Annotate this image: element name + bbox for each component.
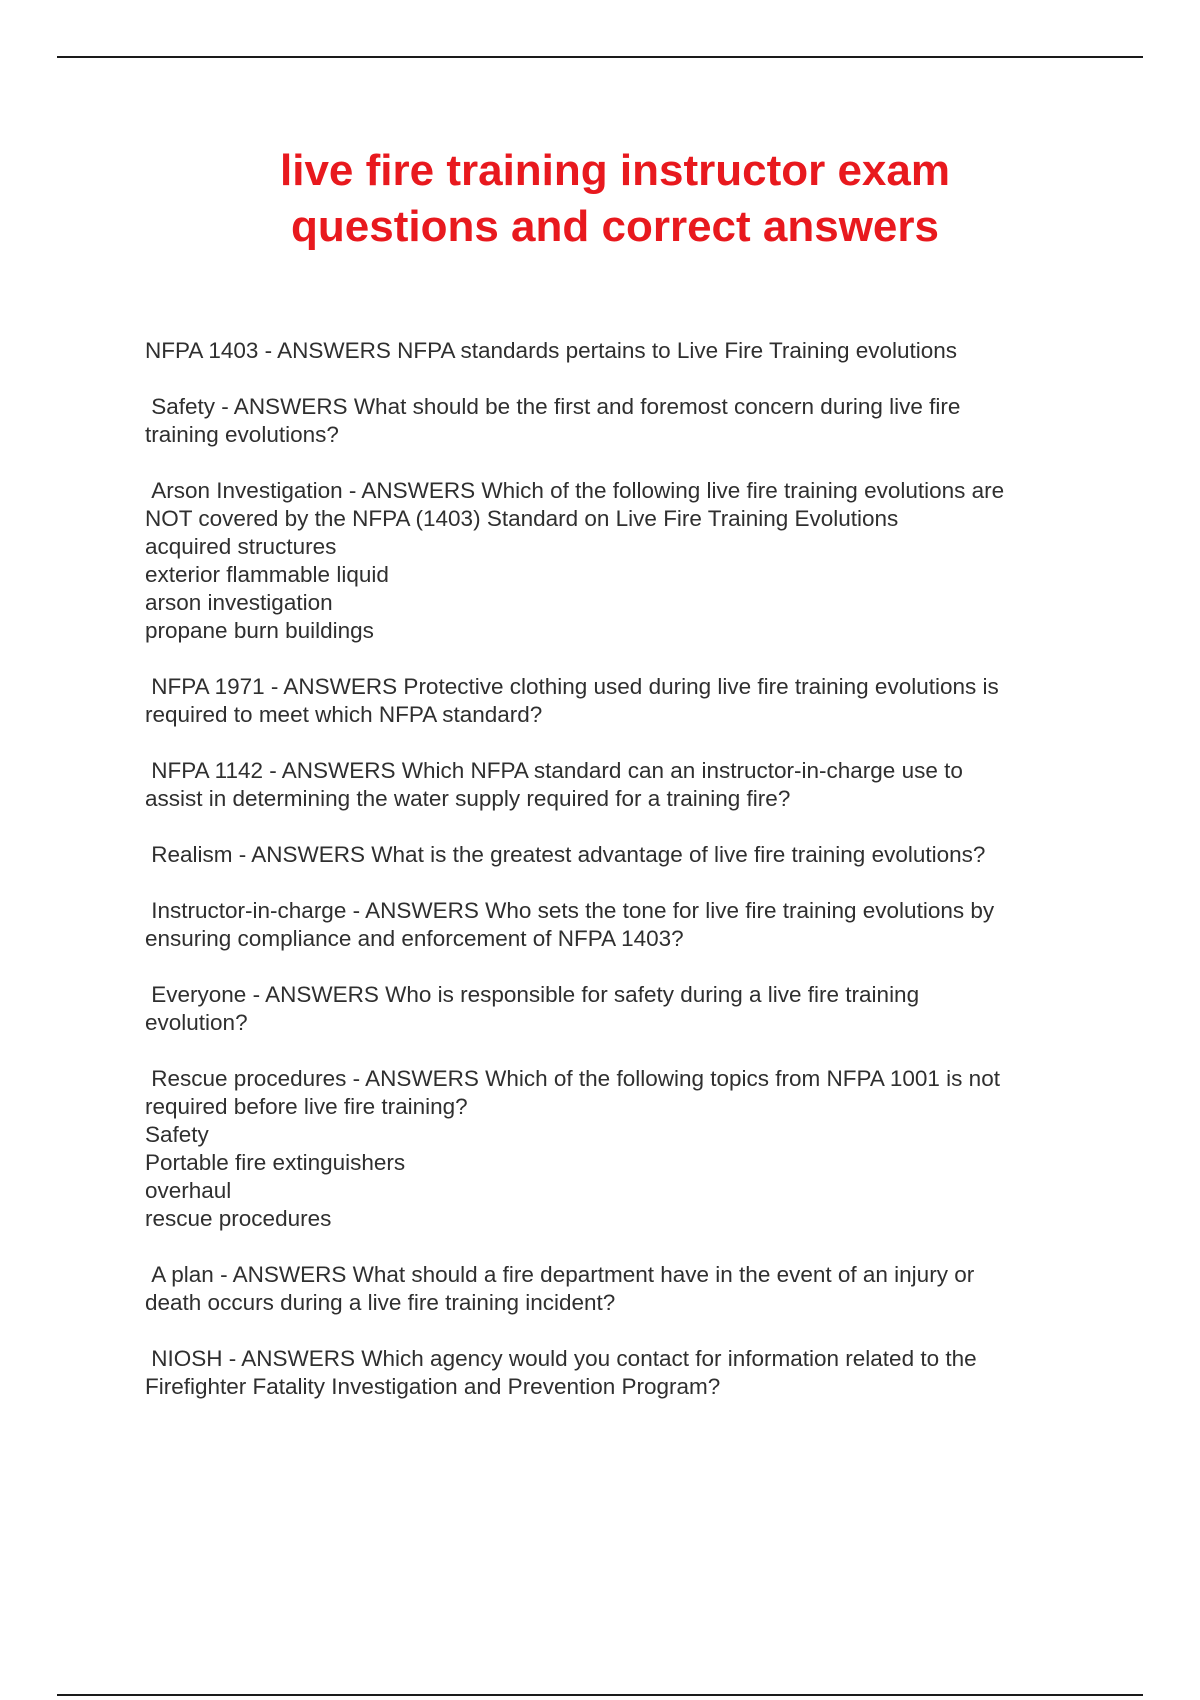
top-divider	[57, 56, 1143, 58]
qa-text-line: overhaul	[145, 1178, 232, 1203]
qa-answer-line: Everyone - ANSWERS Who is responsible for safety during a live fire training	[145, 982, 920, 1007]
qa-text-line: rescue procedures	[145, 1206, 332, 1231]
qa-item	[145, 673, 1090, 729]
qa-text-line: evolution?	[145, 1010, 248, 1035]
bottom-divider	[57, 1694, 1143, 1696]
qa-text-line: exterior flammable liquid	[145, 562, 389, 587]
qa-text-line: propane burn buildings	[145, 618, 374, 643]
qa-text-line: arson investigation	[145, 590, 333, 615]
qa-text-line: training evolutions?	[145, 422, 339, 447]
qa-text-line: required to meet which NFPA standard?	[145, 702, 543, 727]
qa-text-line: death occurs during a live fire training incident?	[145, 1290, 616, 1315]
qa-text-line: assist in determining the water supply required for a training fire?	[145, 786, 791, 811]
qa-text-line: required before live fire training?	[145, 1094, 468, 1119]
qa-item	[145, 1065, 1090, 1233]
qa-answer-line: NIOSH - ANSWERS Which agency would you contact for information related to the	[145, 1346, 977, 1371]
qa-text-line: Portable fire extinguishers	[145, 1150, 406, 1175]
qa-item	[145, 1261, 1090, 1317]
qa-answer-line: NFPA 1971 - ANSWERS Protective clothing used during live fire training evolutions is	[145, 674, 999, 699]
document-title	[100, 143, 1130, 255]
qa-answer-line: Realism - ANSWERS What is the greatest advantage of live fire training evolutions?	[145, 842, 986, 867]
qa-item	[145, 393, 1090, 449]
qa-text-line: NOT covered by the NFPA (1403) Standard on Live Fire Training Evolutions	[145, 506, 899, 531]
qa-list	[145, 337, 1090, 1429]
qa-item	[145, 337, 1090, 365]
qa-item	[145, 841, 1090, 869]
qa-answer-line: NFPA 1403 - ANSWERS NFPA standards pertains to Live Fire Training evolutions	[145, 338, 958, 363]
qa-item	[145, 757, 1090, 813]
qa-item	[145, 897, 1090, 953]
title-line-1: live fire training instructor exam	[280, 146, 950, 195]
qa-text-line: acquired structures	[145, 534, 337, 559]
qa-answer-line: Instructor-in-charge - ANSWERS Who sets the tone for live fire training evolutions by	[145, 898, 995, 923]
qa-answer-line: NFPA 1142 - ANSWERS Which NFPA standard can an instructor-in-charge use to	[145, 758, 963, 783]
qa-answer-line: Rescue procedures - ANSWERS Which of the following topics from NFPA 1001 is not	[145, 1066, 1000, 1091]
qa-text-line: Firefighter Fatality Investigation and Prevention Program?	[145, 1374, 721, 1399]
qa-text-line: ensuring compliance and enforcement of NFPA 1403?	[145, 926, 684, 951]
title-line-2: questions and correct answers	[291, 202, 939, 251]
qa-item	[145, 477, 1090, 645]
qa-text-line: Safety	[145, 1122, 209, 1147]
qa-answer-line: Safety - ANSWERS What should be the first and foremost concern during live fire	[145, 394, 961, 419]
qa-item	[145, 1345, 1090, 1401]
qa-answer-line: Arson Investigation - ANSWERS Which of the following live fire training evolutions are	[145, 478, 1005, 503]
qa-item	[145, 981, 1090, 1037]
qa-answer-line: A plan - ANSWERS What should a fire department have in the event of an injury or	[145, 1262, 975, 1287]
